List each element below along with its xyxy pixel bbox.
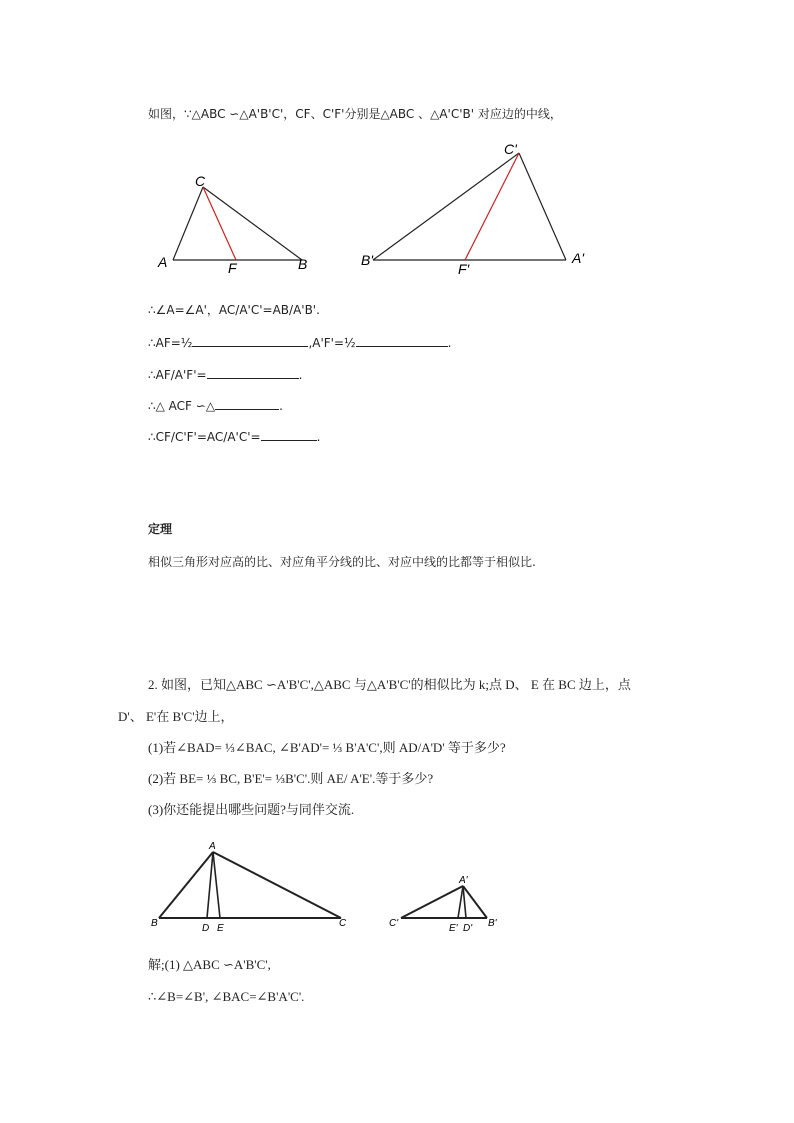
fig2-label-e-prime: E' xyxy=(449,923,458,934)
triangle-a1b1c1 xyxy=(373,153,566,260)
label-a-prime: A' xyxy=(572,250,585,266)
problem2-q3: (3)你还能提出哪些问题?与同伴交流. xyxy=(148,802,355,817)
step-3: ∴AF/A'F'= . xyxy=(148,368,303,382)
step-2: ∴AF=½ ,A'F'=½ . xyxy=(148,336,452,350)
label-f: F xyxy=(228,260,237,276)
fig2-label-b: B xyxy=(151,918,158,929)
label-b-prime: B' xyxy=(361,252,374,268)
fig2-label-c-prime: C' xyxy=(389,918,399,929)
median-cf xyxy=(203,187,236,260)
blank-ratio-cf[interactable] xyxy=(261,428,317,441)
similar-triangles-figure xyxy=(0,120,794,420)
triangle-abc-2 xyxy=(159,852,341,918)
blank-af[interactable] xyxy=(192,334,308,347)
label-f-prime: F' xyxy=(458,261,470,277)
solution-line2: ∴∠B=∠B', ∠BAC=∠B'A'C'. xyxy=(148,989,305,1004)
problem2-figure xyxy=(0,838,794,948)
label-b: B xyxy=(298,256,308,272)
step-5: ∴CF/C'F'=AC/A'C'= . xyxy=(148,430,321,444)
problem2-line1: 2. 如图，已知△ABC ∽A'B'C',△ABC 与△A'B'C'的相似比为 k;点 D、 E 在 BC 边上，点 xyxy=(148,677,631,692)
fig2-label-b-prime: B' xyxy=(488,918,497,929)
label-c-prime: C' xyxy=(504,141,517,157)
segment-ad xyxy=(207,852,213,918)
label-c: C xyxy=(195,173,206,189)
fig2-label-a: A xyxy=(209,841,216,852)
problem2-q2: (2)若 BE= ⅓ BC, B'E'= ⅓B'C'.则 AE/ A'E'.等于多少? xyxy=(148,771,434,786)
segment-a1e1 xyxy=(458,886,463,918)
fig2-label-e: E xyxy=(217,923,224,934)
solution-line1: 解;(1) △ABC ∽A'B'C', xyxy=(148,957,271,972)
fig2-label-d-prime: D' xyxy=(463,923,473,934)
blank-a1f1[interactable] xyxy=(356,334,448,347)
blank-similar-triangle[interactable] xyxy=(215,397,279,410)
fig2-label-a-prime: A' xyxy=(459,875,468,886)
problem2-q1: (1)若∠BAD= ⅓∠BAC, ∠B'AD'= ⅓ B'A'C',则 AD/A'D' 等于多少? xyxy=(148,740,506,755)
blank-ratio-af[interactable] xyxy=(207,366,299,379)
label-a: A xyxy=(158,254,168,270)
theorem-body: 相似三角形对应高的比、对应角平分线的比、对应中线的比都等于相似比. xyxy=(148,555,536,569)
step-1: ∴∠A=∠A'，AC/A'C'=AB/A'B'. xyxy=(148,303,320,317)
problem2-line2: D'、 E'在 B'C'边上， xyxy=(118,709,234,724)
fig2-label-d: D xyxy=(202,923,210,934)
theorem-title: 定理 xyxy=(148,522,173,536)
segment-ae xyxy=(213,852,220,918)
triangle-abc xyxy=(173,187,302,260)
fig2-label-c: C xyxy=(339,918,347,929)
intro-text: 如图，∵△ABC ∽△A'B'C'，CF、C'F'分别是△ABC 、△A'C'B' 对应边的中线， xyxy=(148,107,562,121)
step-4: ∴△ ACF ∽△ . xyxy=(148,399,283,413)
triangle-a1b1c1-2 xyxy=(401,886,487,918)
median-c1f1 xyxy=(465,153,519,260)
